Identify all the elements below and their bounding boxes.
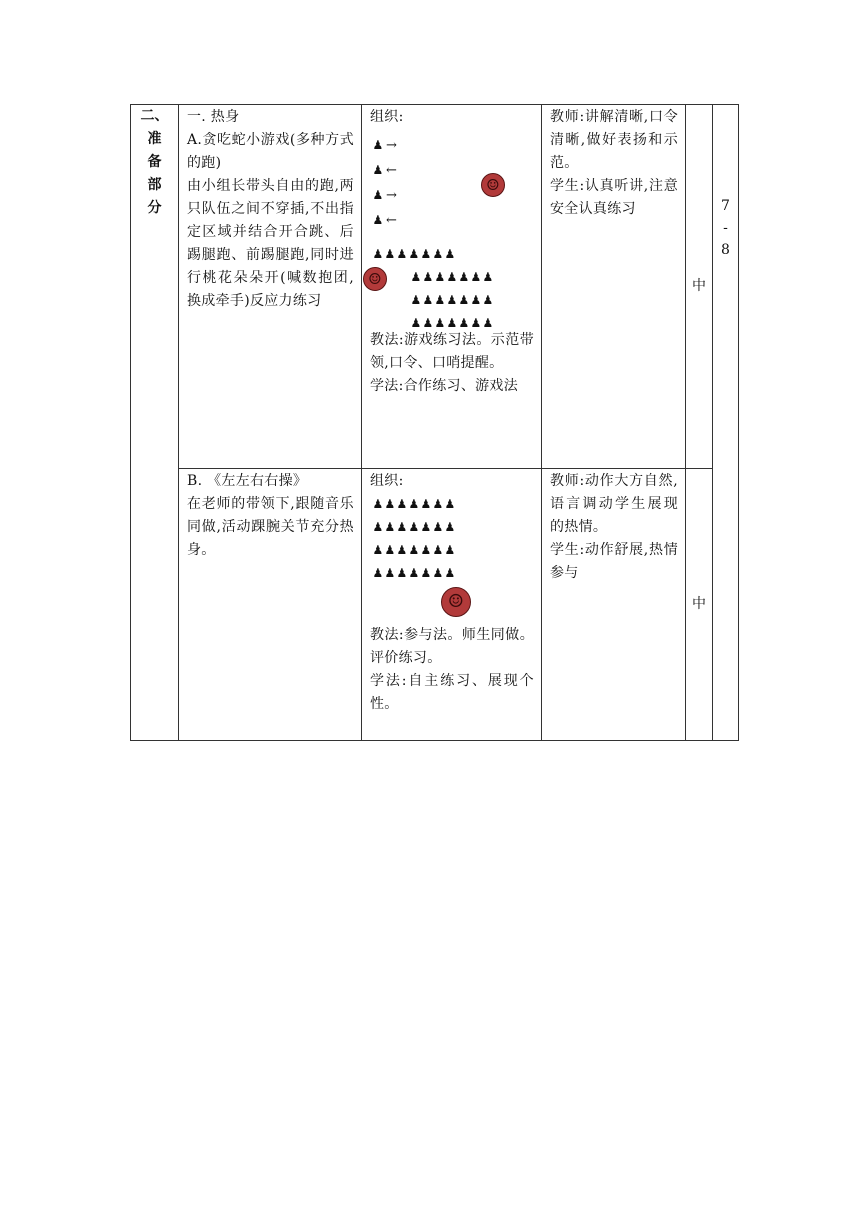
requirements-cell-1: 教师:讲解清晰,口令清晰,做好表扬和示范。 学生:认真听讲,注意安全认真练习 bbox=[542, 105, 686, 469]
formation-1 bbox=[372, 243, 494, 335]
arrow-left-icon: ← bbox=[386, 213, 398, 228]
person-icon: ♟ bbox=[372, 543, 384, 557]
game-title: A.贪吃蛇小游戏(多种方式的跑) bbox=[187, 132, 354, 171]
person-icon: ♟ bbox=[372, 213, 384, 227]
formation-2 bbox=[372, 493, 456, 585]
time-cell: 7 - 8 bbox=[713, 105, 739, 741]
person-icon: ♟ bbox=[410, 316, 422, 330]
snake-lines bbox=[372, 133, 397, 233]
person-icon: ♟ bbox=[432, 520, 444, 534]
warmup-heading: 一. 热身 bbox=[187, 109, 240, 125]
person-icon: ♟ bbox=[372, 138, 384, 152]
person-icon: ♟ bbox=[396, 247, 408, 261]
person-icon: ♟ bbox=[446, 270, 458, 284]
person-icon: ♟ bbox=[432, 566, 444, 580]
game-description: 由小组长带头自由的跑,两只队伍之间不穿插,不出指定区域并结合开合跳、后踢腿跑、前踢腿跑,同时进行桃花朵朵开(喊数抱团,换成牵手)反应力练习 bbox=[187, 178, 354, 309]
person-icon: ♟ bbox=[408, 247, 420, 261]
person-icon: ♟ bbox=[444, 247, 456, 261]
person-icon: ♟ bbox=[396, 497, 408, 511]
person-icon: ♟ bbox=[372, 566, 384, 580]
warmup-content-cell bbox=[179, 105, 362, 469]
person-icon: ♟ bbox=[432, 247, 444, 261]
exercise-title: B. 《左左右右操》 bbox=[187, 473, 308, 489]
person-icon: ♟ bbox=[384, 566, 396, 580]
person-icon: ♟ bbox=[410, 270, 422, 284]
person-icon: ♟ bbox=[372, 188, 384, 202]
person-icon: ♟ bbox=[420, 520, 432, 534]
person-icon: ♟ bbox=[458, 270, 470, 284]
arrow-right-icon: → bbox=[386, 138, 398, 153]
arrow-right-icon: → bbox=[386, 188, 398, 203]
person-icon: ♟ bbox=[470, 293, 482, 307]
person-icon: ♟ bbox=[420, 247, 432, 261]
exercise-description: 在老师的带领下,跟随音乐同做,活动踝腕关节充分热身。 bbox=[187, 496, 354, 558]
smiley-icon: ☺ bbox=[441, 587, 471, 617]
person-icon: ♟ bbox=[444, 543, 456, 557]
person-icon: ♟ bbox=[470, 270, 482, 284]
person-icon: ♟ bbox=[458, 293, 470, 307]
smiley-icon: ☺ bbox=[481, 173, 505, 197]
person-icon: ♟ bbox=[482, 270, 494, 284]
person-icon: ♟ bbox=[444, 497, 456, 511]
org-label: 组织: bbox=[370, 109, 404, 125]
requirements-cell-2: 教师:动作大方自然,语言调动学生展现的热情。 学生:动作舒展,热情参与 bbox=[542, 469, 686, 741]
person-icon: ♟ bbox=[384, 247, 396, 261]
methods-2: 教法:参与法。师生同做。评价练习。 学法:自主练习、展现个性。 bbox=[370, 627, 534, 712]
person-icon: ♟ bbox=[384, 497, 396, 511]
smiley-icon: ☺ bbox=[363, 267, 387, 291]
person-icon: ♟ bbox=[396, 566, 408, 580]
organization-cell-2 bbox=[362, 469, 542, 741]
arrow-left-icon: ← bbox=[386, 163, 398, 178]
person-icon: ♟ bbox=[408, 520, 420, 534]
person-icon: ♟ bbox=[470, 316, 482, 330]
person-icon: ♟ bbox=[434, 316, 446, 330]
person-icon: ♟ bbox=[410, 293, 422, 307]
person-icon: ♟ bbox=[422, 293, 434, 307]
person-icon: ♟ bbox=[444, 566, 456, 580]
lesson-plan-table bbox=[130, 104, 739, 741]
person-icon: ♟ bbox=[420, 543, 432, 557]
person-icon: ♟ bbox=[432, 543, 444, 557]
person-icon: ♟ bbox=[446, 293, 458, 307]
org-label: 组织: bbox=[370, 473, 404, 489]
person-icon: ♟ bbox=[408, 497, 420, 511]
person-icon: ♟ bbox=[372, 497, 384, 511]
methods-1: 教法:游戏练习法。示范带领,口令、口哨提醒。 学法:合作练习、游戏法 bbox=[370, 332, 534, 394]
person-icon: ♟ bbox=[396, 520, 408, 534]
section-label: 二、 准 备 部 分 bbox=[131, 105, 179, 741]
person-icon: ♟ bbox=[396, 543, 408, 557]
person-icon: ♟ bbox=[384, 520, 396, 534]
person-icon: ♟ bbox=[434, 270, 446, 284]
organization-cell-1 bbox=[362, 105, 542, 469]
person-icon: ♟ bbox=[372, 520, 384, 534]
person-icon: ♟ bbox=[458, 316, 470, 330]
person-icon: ♟ bbox=[384, 543, 396, 557]
exercise-content-cell bbox=[179, 469, 362, 741]
person-icon: ♟ bbox=[372, 163, 384, 177]
person-icon: ♟ bbox=[408, 543, 420, 557]
person-icon: ♟ bbox=[446, 316, 458, 330]
person-icon: ♟ bbox=[422, 316, 434, 330]
person-icon: ♟ bbox=[482, 293, 494, 307]
person-icon: ♟ bbox=[372, 247, 384, 261]
person-icon: ♟ bbox=[482, 316, 494, 330]
person-icon: ♟ bbox=[432, 497, 444, 511]
intensity-cell-2: 中 bbox=[686, 469, 713, 741]
person-icon: ♟ bbox=[408, 566, 420, 580]
person-icon: ♟ bbox=[422, 270, 434, 284]
person-icon: ♟ bbox=[434, 293, 446, 307]
person-icon: ♟ bbox=[444, 520, 456, 534]
person-icon: ♟ bbox=[420, 497, 432, 511]
person-icon: ♟ bbox=[420, 566, 432, 580]
intensity-cell-1: 中 bbox=[686, 105, 713, 469]
